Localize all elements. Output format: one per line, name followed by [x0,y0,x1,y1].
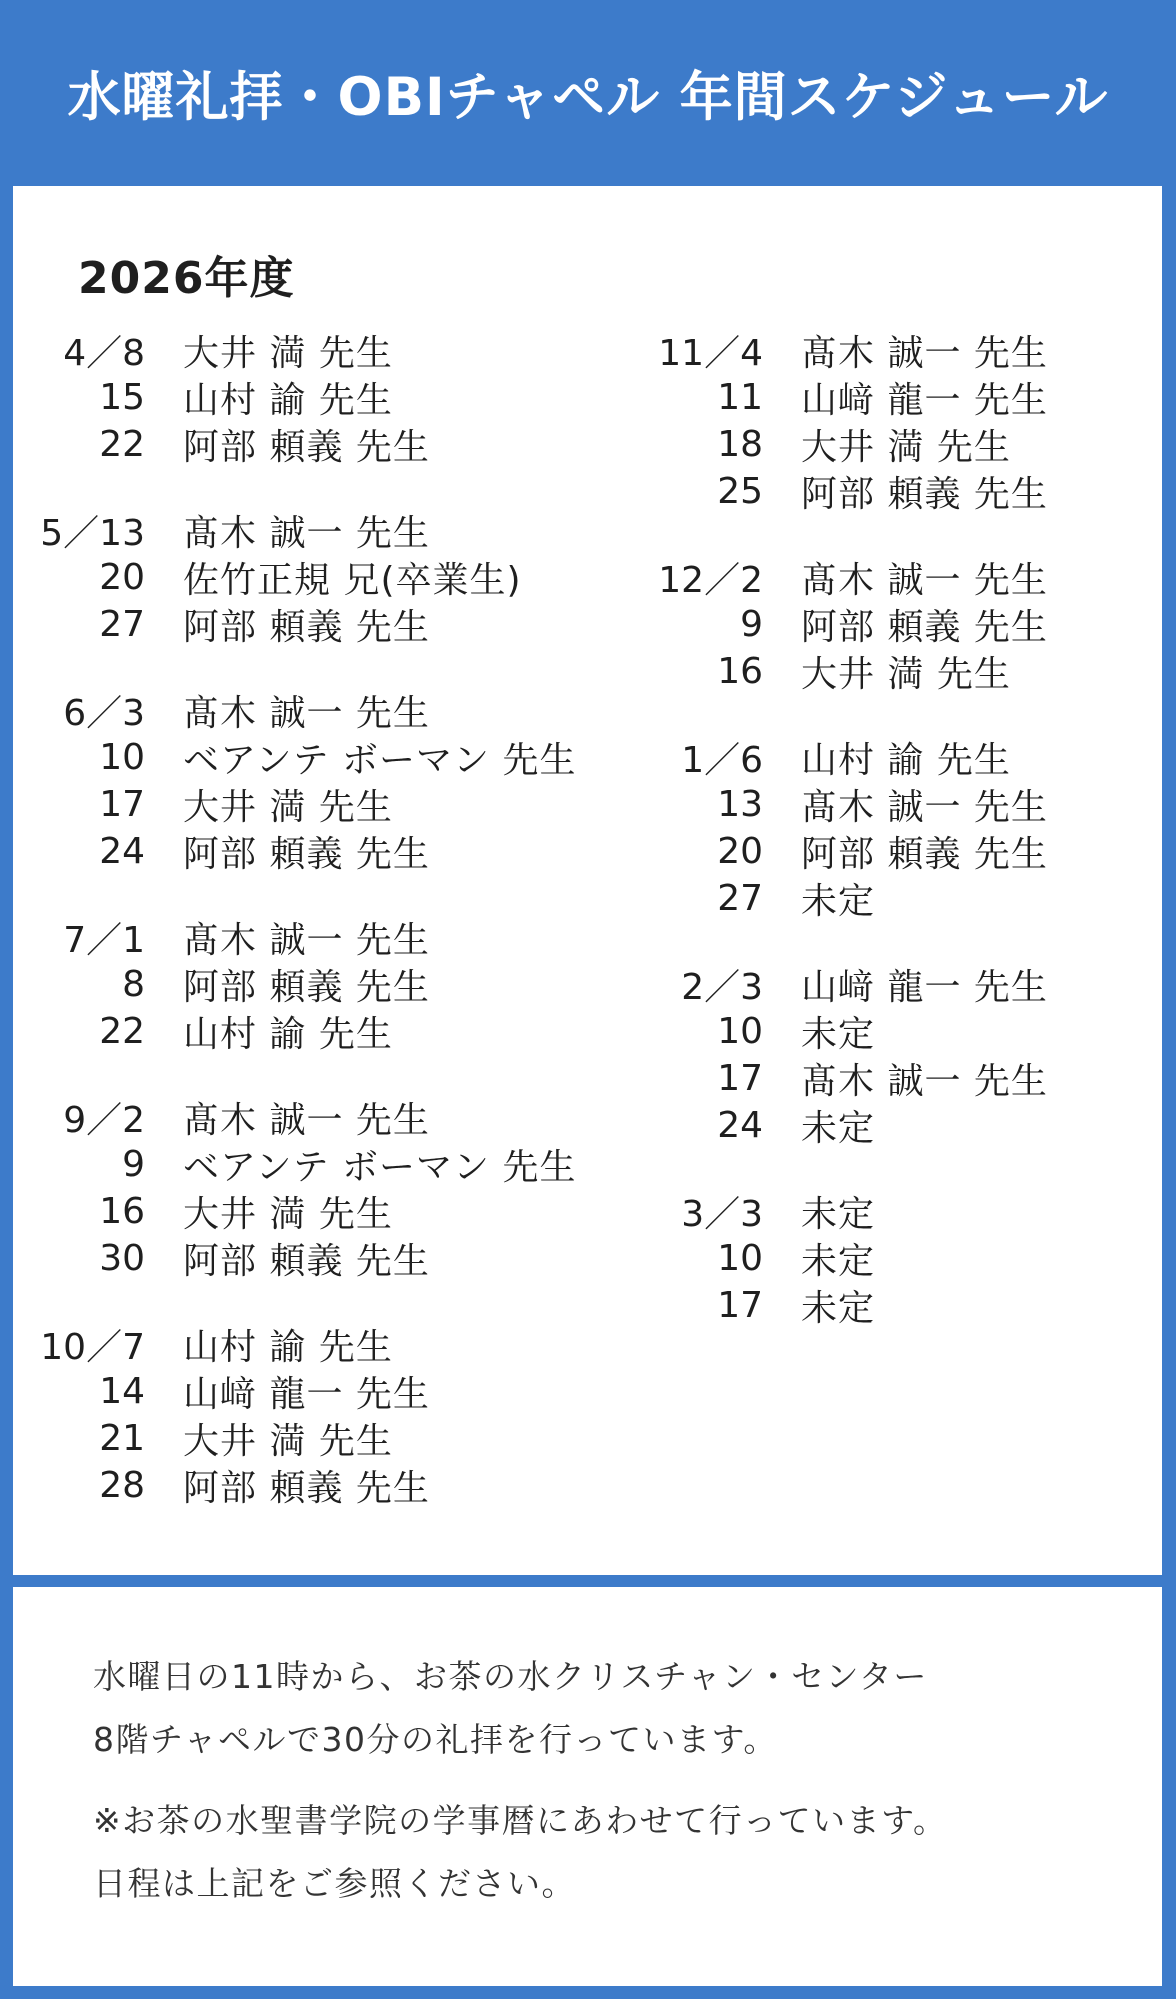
speaker-name: 阿部 頼義 先生 [183,1468,430,1509]
speaker-name: 髙木 誠一 先生 [801,560,1048,601]
service-date: 20 [717,831,763,872]
schedule-row [13,1188,576,1235]
schedule-row [13,734,576,781]
service-date: 22 [99,1011,145,1052]
schedule-row [13,507,576,554]
schedule-row [623,781,1048,828]
service-date: 27 [99,604,145,645]
speaker-name: 阿部 頼義 先生 [801,834,1048,875]
schedule-row [623,1235,1048,1282]
speaker-name: 未定 [801,1108,876,1149]
speaker-name: 阿部 頼義 先生 [801,607,1048,648]
schedule-row [623,1008,1048,1055]
page-title: 水曜礼拝・OBIチャペル 年間スケジュール [67,67,1109,128]
service-date: 16 [717,651,763,692]
service-date: 17 [717,1285,763,1326]
service-date: 10／7 [40,1327,145,1368]
speaker-name: 山村 諭 先生 [183,380,393,421]
speaker-name: 髙木 誠一 先生 [183,513,430,554]
speaker-name: 山村 諭 先生 [183,1014,393,1055]
schedule-row [13,421,576,468]
service-date: 14 [99,1371,145,1412]
speaker-name: 髙木 誠一 先生 [801,787,1048,828]
speaker-name: 大井 満 先生 [183,1421,393,1462]
speaker-name: 大井 満 先生 [183,1194,393,1235]
month-block [13,327,576,468]
service-date: 27 [717,878,763,919]
speaker-name: ベアンテ ボーマン 先生 [183,1147,577,1188]
speaker-name: 佐竹正規 兄(卒業生) [183,560,522,601]
schedule-row [623,875,1048,922]
service-date: 1／6 [681,740,763,781]
schedule-row [13,1415,576,1462]
speaker-name: 阿部 頼義 先生 [183,427,430,468]
month-block [623,1188,1048,1329]
service-date: 3／3 [681,1194,763,1235]
service-date: 9 [122,1144,145,1185]
service-date: 9／2 [63,1100,145,1141]
speaker-name: 阿部 頼義 先生 [183,1241,430,1282]
year-label: 2026年度 [78,253,295,304]
speaker-name: 未定 [801,1288,876,1329]
notes-panel [13,1587,1162,1986]
speaker-name: ベアンテ ボーマン 先生 [183,740,577,781]
service-date: 17 [99,784,145,825]
speaker-name: 未定 [801,1241,876,1282]
service-date: 18 [717,424,763,465]
schedule-row [13,601,576,648]
speaker-name: 山﨑 龍一 先生 [801,380,1048,421]
service-date: 4／8 [63,333,145,374]
schedule-row [623,828,1048,875]
schedule-row [13,781,576,828]
service-date: 8 [122,964,145,1005]
schedule-left-column [13,327,576,1548]
schedule-row [13,1368,576,1415]
speaker-name: 山﨑 龍一 先生 [801,967,1048,1008]
service-date: 21 [99,1418,145,1459]
schedule-row [13,961,576,1008]
service-date: 7／1 [63,920,145,961]
schedule-row [623,374,1048,421]
month-block [13,687,576,875]
schedule-row [623,554,1048,601]
service-date: 25 [717,471,763,512]
schedule-row [13,554,576,601]
service-date: 2／3 [681,967,763,1008]
speaker-name: 髙木 誠一 先生 [183,1100,430,1141]
month-block [623,554,1048,695]
schedule-row [13,1462,576,1509]
service-date: 20 [99,557,145,598]
note-line-4: 日程は上記をご参照ください。 [93,1864,576,1903]
service-date: 17 [717,1058,763,1099]
speaker-name: 阿部 頼義 先生 [183,967,430,1008]
schedule-row [13,914,576,961]
speaker-name: 大井 満 先生 [801,427,1011,468]
speaker-name: 未定 [801,1014,876,1055]
service-date: 28 [99,1465,145,1506]
service-date: 30 [99,1238,145,1279]
service-date: 12／2 [658,560,763,601]
service-date: 15 [99,377,145,418]
service-date: 22 [99,424,145,465]
schedule-row [13,327,576,374]
service-date: 16 [99,1191,145,1232]
speaker-name: 未定 [801,881,876,922]
service-date: 24 [99,831,145,872]
schedule-row [623,1282,1048,1329]
schedule-row [623,1055,1048,1102]
schedule-row [623,601,1048,648]
schedule-panel [13,186,1162,1575]
service-date: 10 [99,737,145,778]
schedule-row [13,1141,576,1188]
speaker-name: 山﨑 龍一 先生 [183,1374,430,1415]
speaker-name: 未定 [801,1194,876,1235]
schedule-row [623,734,1048,781]
speaker-name: 髙木 誠一 先生 [183,693,430,734]
month-block [13,914,576,1055]
schedule-row [13,1321,576,1368]
note-line-3: ※お茶の水聖書学院の学事暦にあわせて行っています。 [93,1801,948,1840]
month-block [623,327,1048,515]
speaker-name: 山村 諭 先生 [801,740,1011,781]
schedule-row [623,648,1048,695]
service-date: 24 [717,1105,763,1146]
schedule-row [13,1235,576,1282]
speaker-name: 髙木 誠一 先生 [183,920,430,961]
month-block [13,1094,576,1282]
speaker-name: 大井 満 先生 [183,787,393,828]
month-block [13,1321,576,1509]
speaker-name: 阿部 頼義 先生 [183,607,430,648]
schedule-row [623,327,1048,374]
note-line-2: 8階チャペルで30分の礼拝を行っています。 [93,1720,778,1759]
month-block [13,507,576,648]
schedule-row [13,1094,576,1141]
schedule-row [623,468,1048,515]
service-date: 10 [717,1238,763,1279]
service-date: 10 [717,1011,763,1052]
month-block [623,961,1048,1149]
schedule-row [623,961,1048,1008]
speaker-name: 阿部 頼義 先生 [801,474,1048,515]
service-date: 11 [717,377,763,418]
service-date: 11／4 [658,333,763,374]
schedule-right-column [623,327,1048,1368]
schedule-row [13,374,576,421]
note-line-1: 水曜日の11時から、お茶の水クリスチャン・センター [93,1657,928,1696]
service-date: 9 [740,604,763,645]
speaker-name: 大井 満 先生 [801,654,1011,695]
schedule-row [623,421,1048,468]
speaker-name: 髙木 誠一 先生 [801,1061,1048,1102]
schedule-row [13,1008,576,1055]
service-date: 6／3 [63,693,145,734]
schedule-row [13,828,576,875]
speaker-name: 山村 諭 先生 [183,1327,393,1368]
service-date: 13 [717,784,763,825]
schedule-row [623,1188,1048,1235]
service-date: 5／13 [40,513,145,554]
schedule-row [623,1102,1048,1149]
schedule-row [13,687,576,734]
month-block [623,734,1048,922]
speaker-name: 髙木 誠一 先生 [801,333,1048,374]
speaker-name: 大井 満 先生 [183,333,393,374]
speaker-name: 阿部 頼義 先生 [183,834,430,875]
